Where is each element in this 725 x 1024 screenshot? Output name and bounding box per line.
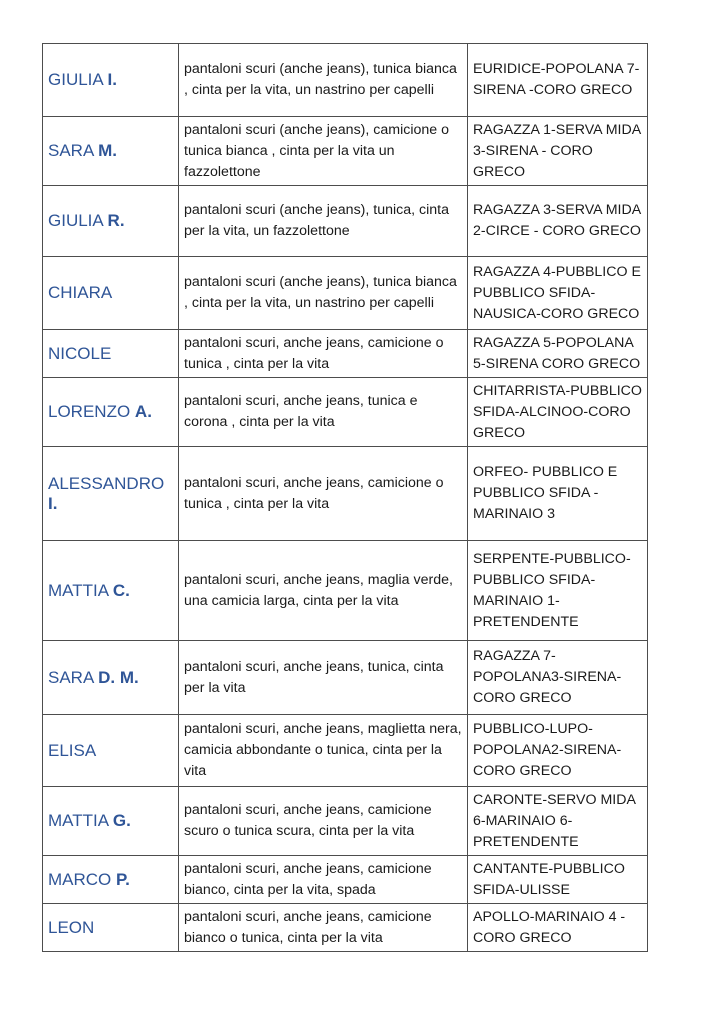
table-row [43,330,648,378]
costume-cell: pantaloni scuri, anche jeans, camicione bianco, cinta per la vita, spada [179,856,468,904]
roles-cell: SERPENTE-PUBBLICO-PUBBLICO SFIDA-MARINAIO 1-PRETENDENTE [468,541,648,641]
roles-cell: RAGAZZA 1-SERVA MIDA 3-SIRENA - CORO GRECO [468,117,648,186]
actor-first-name: CHIARA [48,283,113,302]
roles-cell: RAGAZZA 3-SERVA MIDA 2-CIRCE - CORO GRECO [468,186,648,257]
table-row [43,715,648,787]
table-row [43,541,648,641]
cast-costume-table [42,43,648,952]
table-row [43,447,648,541]
actor-name-cell [43,257,179,330]
actor-initial: D. M. [98,667,139,687]
costume-cell: pantaloni scuri, anche jeans, camicione o tunica , cinta per la vita [179,330,468,378]
roles-cell: CARONTE-SERVO MIDA 6-MARINAIO 6-PRETENDENTE [468,787,648,856]
table-row [43,856,648,904]
actor-first-name: LORENZO [48,402,131,421]
actor-initial: P. [116,869,130,889]
actor-initial: C. [112,580,130,600]
costume-cell: pantaloni scuri (anche jeans), tunica bianca , cinta per la vita, un nastrino per capelli [179,44,468,117]
actor-name-cell [43,856,179,904]
costume-cell: pantaloni scuri (anche jeans), camicione o tunica bianca , cinta per la vita un fazzolettone [179,117,468,186]
table-row [43,378,648,447]
roles-cell: RAGAZZA 7-POPOLANA3-SIRENA-CORO GRECO [468,641,648,715]
table-row [43,257,648,330]
costume-cell: pantaloni scuri, anche jeans, maglietta nera, camicia abbondante o tunica, cinta per la vita [179,715,468,787]
actor-name-cell [43,904,179,952]
roles-cell: RAGAZZA 5-POPOLANA 5-SIRENA CORO GRECO [468,330,648,378]
actor-name-cell [43,541,179,641]
actor-name-cell [43,378,179,447]
costume-cell: pantaloni scuri, anche jeans, tunica, cinta per la vita [179,641,468,715]
actor-first-name: SARA [48,667,94,687]
costume-cell: pantaloni scuri (anche jeans), tunica, cinta per la vita, un fazzolettone [179,186,468,257]
actor-first-name: SARA [48,141,94,160]
actor-name-cell [43,447,179,541]
roles-cell: EURIDICE-POPOLANA 7-SIRENA -CORO GRECO [468,44,648,117]
actor-first-name: NICOLE [48,343,112,363]
costume-cell: pantaloni scuri, anche jeans, camicione scuro o tunica scura, cinta per la vita [179,787,468,856]
actor-first-name: MARCO [48,869,112,889]
actor-initial: G. [112,811,131,830]
actor-initial: M. [98,141,117,160]
costume-cell: pantaloni scuri (anche jeans), tunica bianca , cinta per la vita, un nastrino per capelli [179,257,468,330]
table-row [43,787,648,856]
actor-initial: A. [134,402,152,421]
actor-first-name: LEON [48,917,95,937]
roles-cell: ORFEO- PUBBLICO E PUBBLICO SFIDA - MARINAIO 3 [468,447,648,541]
actor-name-cell [43,330,179,378]
table-row [43,117,648,186]
roles-cell: CANTANTE-PUBBLICO SFIDA-ULISSE [468,856,648,904]
costume-cell: pantaloni scuri, anche jeans, maglia verde, una camicia larga, cinta per la vita [179,541,468,641]
costume-cell: pantaloni scuri, anche jeans, camicione o tunica , cinta per la vita [179,447,468,541]
table-row [43,186,648,257]
actor-first-name: GIULIA [48,70,103,89]
actor-name-cell [43,186,179,257]
actor-first-name: MATTIA [48,580,109,600]
actor-name-cell [43,715,179,787]
roles-cell: PUBBLICO-LUPO-POPOLANA2-SIRENA-CORO GRECO [468,715,648,787]
actor-name-cell [43,787,179,856]
table-row [43,904,648,952]
roles-cell: CHITARRISTA-PUBBLICO SFIDA-ALCINOO-CORO GRECO [468,378,648,447]
actor-initial: I. [107,70,117,89]
actor-first-name: ELISA [48,740,97,760]
actor-initial: R. [107,211,125,230]
table-row [43,641,648,715]
actor-first-name: MATTIA [48,811,109,830]
actor-name-cell [43,641,179,715]
actor-first-name: GIULIA [48,211,103,230]
table-row [43,44,648,117]
actor-first-name: ALESSANDRO [48,473,165,493]
costume-cell: pantaloni scuri, anche jeans, tunica e corona , cinta per la vita [179,378,468,447]
actor-name-cell [43,44,179,117]
actor-initial: I. [48,493,58,513]
costume-cell: pantaloni scuri, anche jeans, camicione bianco o tunica, cinta per la vita [179,904,468,952]
roles-cell: RAGAZZA 4-PUBBLICO E PUBBLICO SFIDA-NAUSICA-CORO GRECO [468,257,648,330]
actor-name-cell [43,117,179,186]
roles-cell: APOLLO-MARINAIO 4 - CORO GRECO [468,904,648,952]
